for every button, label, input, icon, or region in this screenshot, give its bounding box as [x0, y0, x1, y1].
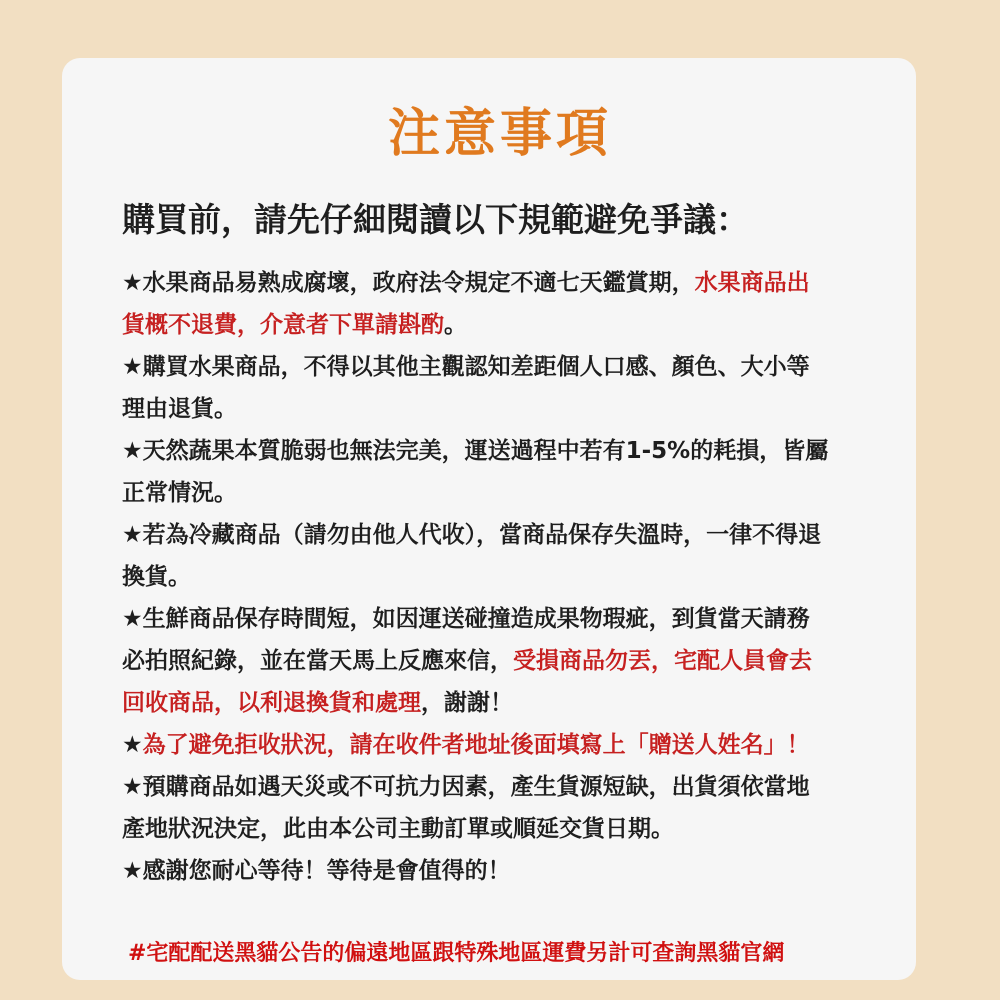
rule-highlight: 受損商品勿丟，宅配人員會去回收商品，以利退換貨和處理 — [122, 648, 812, 716]
rule-item-6 — [122, 724, 832, 766]
rule-text: ，謝謝！ — [421, 690, 513, 716]
rule-text: ★ — [122, 732, 143, 758]
rules-list — [122, 262, 832, 892]
rule-highlight: 水果商品出貨概不退費，介意者下單請斟酌 — [122, 270, 810, 338]
rule-text: ★若為冷藏商品（請勿由他人代收），當商品保存失溫時，一律不得退換貨。 — [122, 522, 822, 590]
rule-item-4 — [122, 514, 832, 598]
rule-text: ★預購商品如遇天災或不可抗力因素，產生貨源短缺，出貨須依當地產地狀況決定，此由本公司主動訂單或順延交貨日期。 — [122, 774, 810, 842]
rule-highlight: 為了避免拒收狀況，請在收件者地址後面填寫上「贈送人姓名」！ — [142, 732, 810, 758]
rule-item-2 — [122, 346, 832, 430]
rule-text: ★感謝您耐心等待！等待是會值得的！ — [122, 858, 511, 884]
rule-item-5 — [122, 598, 832, 724]
rule-item-7 — [122, 766, 832, 850]
shipping-footnote: #宅配配送黑貓公告的偏遠地區跟特殊地區運費另計可查詢黑貓官網 — [128, 940, 785, 966]
rule-text: 。 — [444, 312, 467, 338]
rule-text: ★生鮮商品保存時間短，如因運送碰撞造成果物瑕疵，到貨當天請務必拍照紀錄，並在當天馬上反應來信， — [122, 606, 810, 674]
rule-item-8 — [122, 850, 832, 892]
intro-heading: 購買前，請先仔細閱讀以下規範避免爭議： — [122, 200, 749, 239]
page-title: 注意事項 — [387, 104, 612, 164]
rule-text: ★購買水果商品，不得以其他主觀認知差距個人口感、顏色、大小等理由退貨。 — [122, 354, 810, 422]
rule-item-1 — [122, 262, 832, 346]
rule-text: ★天然蔬果本質脆弱也無法完美，運送過程中若有1-5%的耗損，皆屬正常情況。 — [122, 438, 829, 506]
rule-text: ★水果商品易熟成腐壞，政府法令規定不適七天鑑賞期， — [122, 270, 695, 296]
rule-item-3 — [122, 430, 832, 514]
